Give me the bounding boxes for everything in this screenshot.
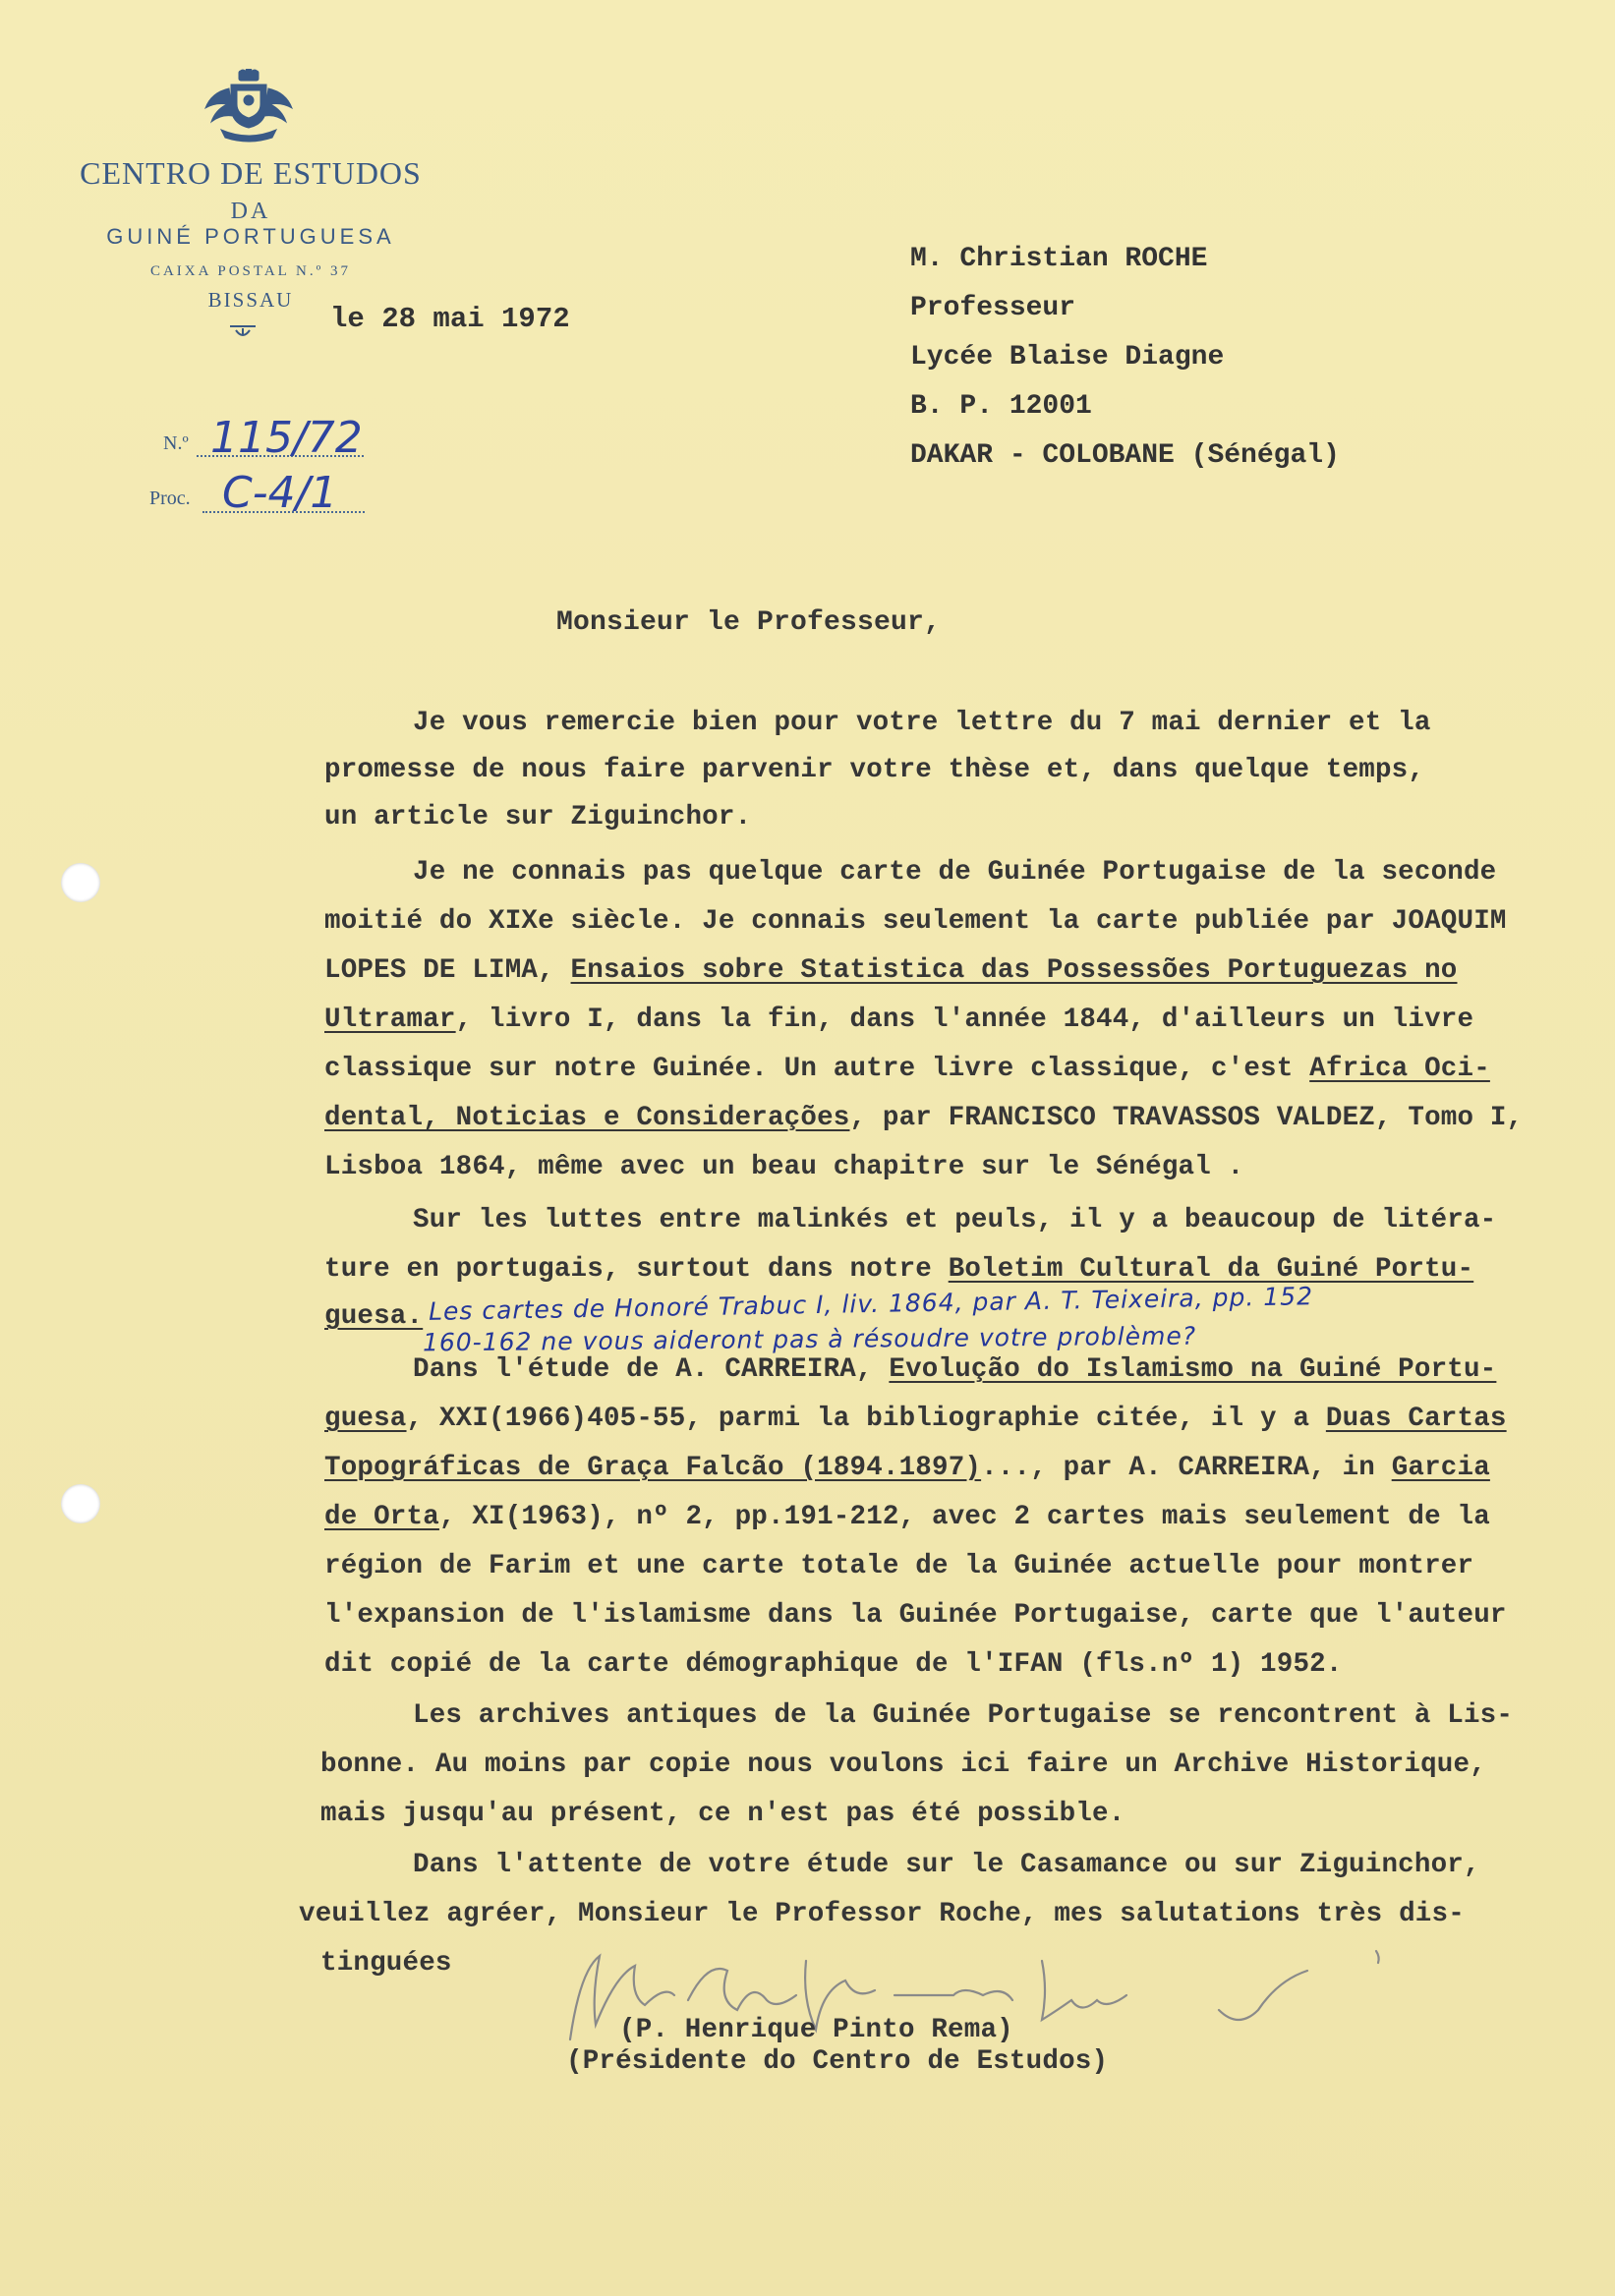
body-line (324, 955, 1458, 986)
body-text: , par FRANCISCO TRAVASSOS VALDEZ, Tomo I, (849, 1103, 1524, 1133)
body-line: dit copié de la carte démographique de l'IFAN (fls.nº 1) 1952. (324, 1649, 1343, 1680)
punch-hole-top (61, 863, 100, 902)
author-name: LOPES DE LIMA, (324, 955, 571, 986)
body-text: , XI(1963), nº 2, pp.191-212, avec 2 cartes mais seulement de la (438, 1502, 1490, 1532)
study-title: guesa (324, 1404, 407, 1434)
body-line: Sur les luttes entre malinkés et peuls, il y a beaucoup de litéra- (413, 1205, 1497, 1235)
body-line (324, 1502, 1490, 1532)
signatory-title: (Présidente do Centro de Estudos) (566, 2046, 1109, 2077)
body-text: ..., par A. CARREIRA, in (981, 1453, 1392, 1483)
body-line: Je ne connais pas quelque carte de Guinée Portugaise de la seconde (413, 857, 1497, 888)
recipient-name: M. Christian ROCHE (910, 244, 1208, 274)
body-line: région de Farim et une carte totale de la Guinée actuelle pour montrer (324, 1551, 1474, 1581)
body-text: , XXI(1966)405-55, parmi la bibliographie citée, il y a (406, 1404, 1326, 1434)
body-line: un article sur Ziguinchor. (324, 802, 752, 832)
journal-title-end: guesa. (324, 1301, 424, 1332)
journal-title: Garcia (1391, 1453, 1490, 1483)
coat-of-arms-icon (202, 69, 296, 144)
body-text: , livro I, dans la fin, dans l'année 1844, d'ailleurs un livre (455, 1004, 1474, 1035)
body-text: Dans l'étude de A. CARREIRA, (413, 1354, 890, 1385)
ref-proc-label: Proc. (149, 488, 191, 509)
recipient-po-box: B. P. 12001 (910, 391, 1092, 422)
body-line (324, 1254, 1473, 1285)
body-line: moitié do XIXe siècle. Je connais seulement la carte publiée par JOAQUIM (324, 906, 1507, 937)
body-line (324, 1054, 1490, 1084)
body-text: classique sur notre Guinée. Un autre livre classique, c'est (324, 1054, 1310, 1084)
signatory-name: (P. Henrique Pinto Rema) (619, 2015, 1013, 2045)
book-title: Ensaios sobre Statistica das Possessões Portuguezas no (570, 955, 1458, 986)
article-title: Duas Cartas (1325, 1404, 1507, 1434)
body-line (324, 1404, 1507, 1434)
body-line: l'expansion de l'islamisme dans la Guinée Portugaise, carte que l'auteur (324, 1600, 1507, 1631)
body-line: promesse de nous faire parvenir votre thèse et, dans quelque temps, (324, 755, 1425, 785)
recipient-title: Professeur (910, 293, 1076, 323)
letter-date: le 28 mai 1972 (330, 303, 570, 335)
body-line: mais jusqu'au présent, ce n'est pas été possible. (320, 1799, 1125, 1829)
body-line (324, 1103, 1523, 1133)
study-title: Evolução do Islamismo na Guiné Portu- (889, 1354, 1497, 1385)
handwritten-note-line2: 160-162 ne vous aideront pas à résoudre votre problème? (422, 1321, 1197, 1357)
institution-name: CENTRO DE ESTUDOS (80, 155, 422, 191)
ref-no-value: 115/72 (210, 413, 363, 463)
recipient-city: DAKAR - COLOBANE (Sénégal) (910, 440, 1340, 471)
handwritten-note-line1: Les cartes de Honoré Trabuc I, liv. 1864, par A. T. Teixeira, pp. 152 (428, 1282, 1314, 1326)
body-line: tinguées (320, 1948, 452, 1979)
journal-title: Boletim Cultural da Guiné Portu- (948, 1254, 1474, 1285)
body-line: Lisboa 1864, même avec un beau chapitre sur le Sénégal . (324, 1152, 1244, 1182)
ornament-icon (228, 322, 258, 340)
article-title: Topográficas de Graça Falcão (1894.1897) (324, 1453, 982, 1483)
recipient-school: Lycée Blaise Diagne (910, 342, 1225, 373)
body-text: ture en portugais, surtout dans notre (324, 1254, 949, 1285)
salutation: Monsieur le Professeur, (556, 607, 942, 638)
city-name: BISSAU (207, 288, 294, 312)
body-line (413, 1354, 1496, 1385)
institution-guine: GUINÉ PORTUGUESA (106, 224, 395, 249)
postal-box: CAIXA POSTAL N.º 37 (149, 263, 352, 279)
body-line: Les archives antiques de la Guinée Portugaise se rencontrent à Lis- (413, 1700, 1514, 1731)
body-line: bonne. Au moins par copie nous voulons ici faire un Archive Historique, (320, 1750, 1486, 1780)
body-line: Dans l'attente de votre étude sur le Casamance ou sur Ziguinchor, (413, 1850, 1480, 1880)
punch-hole-bottom (61, 1484, 100, 1523)
book-title: Ultramar (324, 1004, 456, 1035)
book-title: Africa Oci- (1309, 1054, 1490, 1084)
book-title: dental, Noticias e Considerações (324, 1103, 850, 1133)
journal-title: de Orta (324, 1502, 439, 1532)
body-line: veuillez agréer, Monsieur le Professor Roche, mes salutations très dis- (299, 1899, 1465, 1929)
ref-proc-value: C-4/1 (222, 468, 338, 518)
body-line (324, 1453, 1490, 1483)
body-line: Je vous remercie bien pour votre lettre du 7 mai dernier et la (413, 708, 1431, 738)
ref-no-label: N.º (163, 432, 189, 454)
body-line (324, 1004, 1473, 1035)
institution-da: DA (230, 199, 271, 224)
